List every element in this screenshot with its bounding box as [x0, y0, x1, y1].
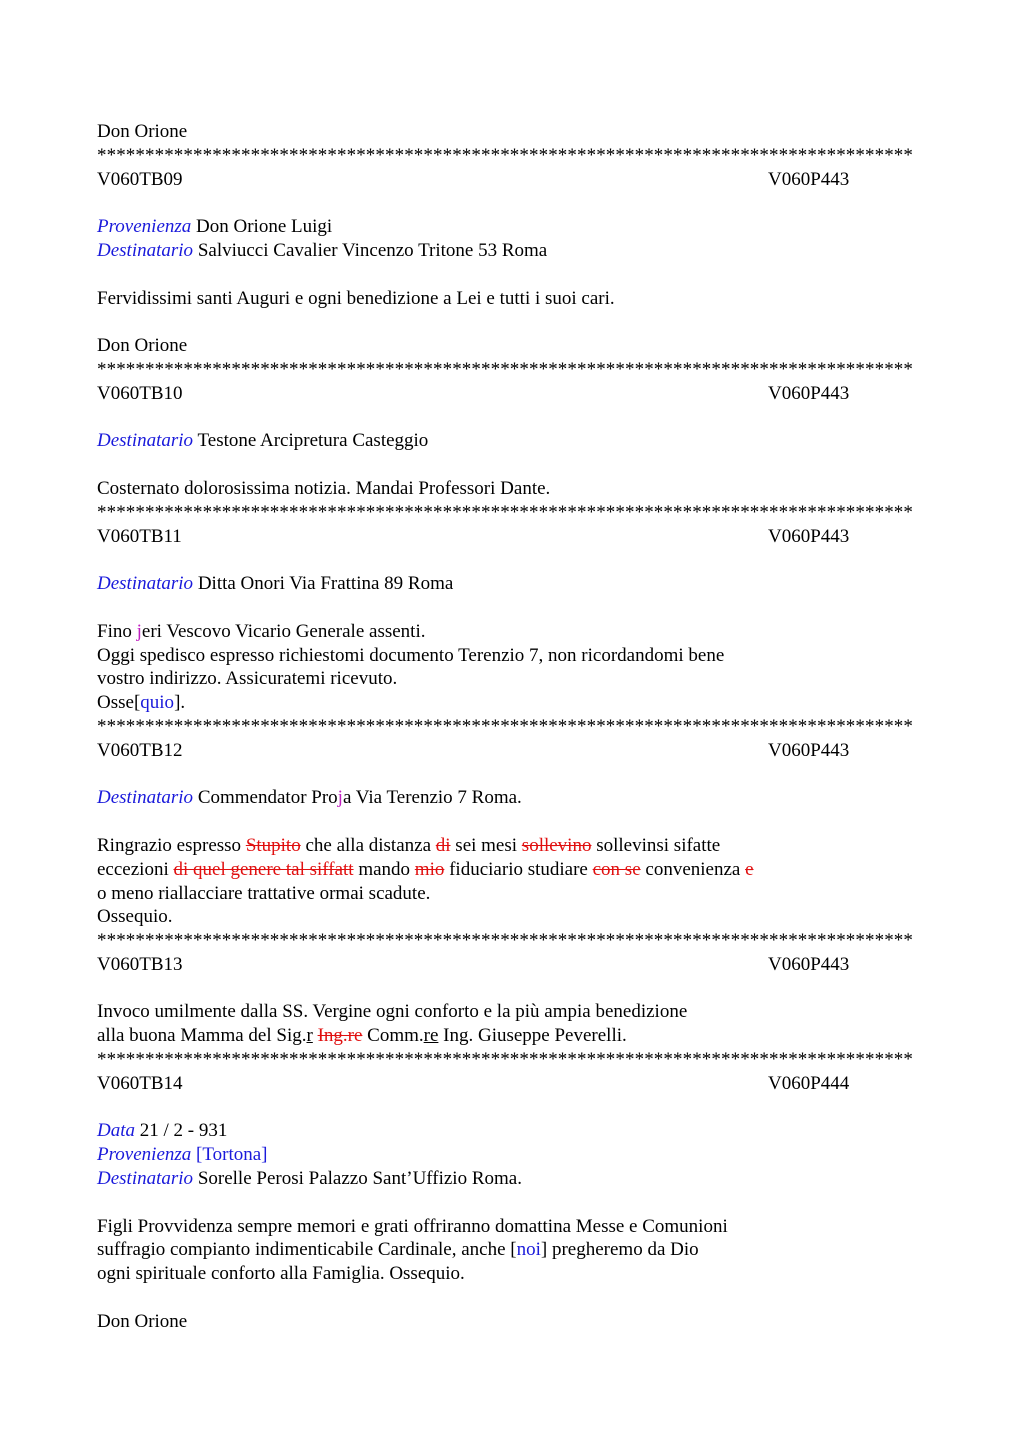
underlined-text: r: [306, 1025, 313, 1047]
letter-id: V060TB12: [97, 739, 183, 761]
text-segment: Ringrazio espresso: [97, 834, 246, 856]
letter-body: [97, 834, 927, 858]
text-segment: sollevinsi sifatte: [591, 834, 721, 856]
text-segment: alla buona Mamma del Sig.: [97, 1025, 307, 1047]
deleted-text: di: [435, 834, 451, 856]
letter-body: ogni spirituale conforto alla Famiglia. Ossequio.: [97, 1263, 465, 1285]
letter-body: Costernato dolorosissima notizia. Mandai Professori Dante.: [97, 477, 551, 499]
text-segment: convenienza: [640, 858, 746, 880]
provenienza-label: Provenienza: [97, 1144, 192, 1166]
text-segment: eccezioni: [97, 858, 174, 880]
provenienza-value: Don Orione Luigi: [196, 216, 333, 238]
letter-header: [97, 739, 927, 763]
destinatario-line: [97, 1167, 927, 1191]
text-segment: Osse[: [97, 692, 141, 714]
destinatario-value: Testone Arcipretura Casteggio: [197, 430, 429, 452]
letter-id: V060TB11: [97, 525, 182, 547]
letter-body: Ossequio.: [97, 906, 173, 928]
separator: *************************************************************************************: [97, 715, 913, 737]
deleted-text: sollevino: [521, 834, 592, 856]
text-segment: fiduciario studiare: [444, 858, 593, 880]
text-segment: Commendator Pro: [197, 787, 338, 809]
letter-id: V060TB09: [97, 168, 183, 190]
destinatario-value: Ditta Onori Via Frattina 89 Roma: [197, 573, 454, 595]
deleted-text: mio: [414, 858, 445, 880]
separator: *************************************************************************************: [97, 930, 913, 952]
page-ref: V060P443: [768, 382, 850, 404]
letter-id: V060TB10: [97, 382, 183, 404]
destinatario-line: [97, 429, 927, 453]
deleted-text: Stupito: [245, 834, 301, 856]
text-segment: sei mesi: [450, 834, 522, 856]
document-page: [97, 120, 927, 1334]
text-segment: eri Vescovo Vicario Generale assenti.: [141, 620, 426, 642]
letter-body: [97, 858, 927, 882]
deleted-text: Ing.re: [317, 1025, 363, 1047]
underlined-text: re: [423, 1025, 439, 1047]
provenienza-label: Provenienza: [97, 216, 192, 238]
text-segment: Ing. Giuseppe Peverelli.: [438, 1025, 627, 1047]
provenienza-line: [97, 1143, 927, 1167]
letter-header: [97, 168, 927, 192]
text-segment: che alla distanza: [300, 834, 436, 856]
letter-header: [97, 1072, 927, 1096]
letter-body: vostro indirizzo. Assicuratemi ricevuto.: [97, 668, 398, 690]
destinatario-line: [97, 786, 927, 810]
separator: *************************************************************************************: [97, 358, 913, 380]
letter-header: [97, 953, 927, 977]
editorial-insertion: quio: [140, 692, 175, 714]
correction-mark: j: [337, 787, 343, 809]
text-segment: suffragio compianto indimenticabile Cardinale, anche [: [97, 1239, 517, 1261]
page-ref: V060P444: [768, 1072, 850, 1094]
deleted-text: di quel genere tal siffatt: [173, 858, 354, 880]
text-segment: ] pregheremo da Dio: [540, 1239, 699, 1261]
signature: Don Orione: [97, 121, 188, 142]
text-segment: Comm.: [362, 1025, 424, 1047]
letter-header: [97, 525, 927, 549]
signature: Don Orione: [97, 1310, 188, 1332]
letter-id: V060TB13: [97, 953, 183, 975]
destinatario-label: Destinatario: [97, 239, 194, 261]
letter-id: V060TB14: [97, 1072, 183, 1094]
destinatario-label: Destinatario: [97, 430, 194, 452]
destinatario-label: Destinatario: [97, 1168, 194, 1190]
data-line: [97, 1119, 927, 1143]
page-ref: V060P443: [768, 525, 850, 547]
text-segment: ].: [174, 692, 186, 714]
text-segment: mando: [353, 858, 415, 880]
correction-mark: j: [136, 620, 142, 642]
page-ref: V060P443: [768, 168, 850, 190]
letter-body: [97, 691, 927, 715]
letter-body: [97, 620, 927, 644]
data-value: 21 / 2 - 931: [139, 1120, 228, 1142]
text-segment: Fino: [97, 620, 137, 642]
letter-body: Invoco umilmente dalla SS. Vergine ogni conforto e la più ampia benedizione: [97, 1001, 688, 1023]
letter-body: [97, 1024, 927, 1048]
destinatario-value: Salviucci Cavalier Vincenzo Tritone 53 Roma: [197, 239, 548, 261]
editorial-insertion: noi: [516, 1239, 541, 1261]
page-ref: V060P443: [768, 739, 850, 761]
destinatario-line: [97, 572, 927, 596]
separator: *************************************************************************************: [97, 501, 913, 523]
provenienza-line: [97, 215, 927, 239]
separator: *************************************************************************************: [97, 144, 913, 166]
separator: *************************************************************************************: [97, 1049, 913, 1071]
destinatario-label: Destinatario: [97, 573, 194, 595]
deleted-text: e: [745, 858, 754, 880]
letter-body: Oggi spedisco espresso richiestomi documento Terenzio 7, non ricordandomi bene: [97, 644, 725, 666]
destinatario-label: Destinatario: [97, 787, 194, 809]
signature: Don Orione: [97, 335, 188, 357]
destinatario-line: [97, 239, 927, 263]
destinatario-value: Sorelle Perosi Palazzo Sant’Uffizio Roma.: [197, 1168, 522, 1190]
letter-body: o meno riallacciare trattative ormai scadute.: [97, 882, 431, 904]
text-segment: a Via Terenzio 7 Roma.: [342, 787, 522, 809]
data-label: Data: [97, 1120, 135, 1142]
letter-body: [97, 1238, 927, 1262]
page-ref: V060P443: [768, 953, 850, 975]
provenienza-value: [Tortona]: [196, 1144, 268, 1166]
letter-body: Fervidissimi santi Auguri e ogni benedizione a Lei e tutti i suoi cari.: [97, 287, 615, 309]
letter-header: [97, 382, 927, 406]
letter-body: Figli Provvidenza sempre memori e grati offriranno domattina Messe e Comunioni: [97, 1215, 728, 1237]
deleted-text: con se: [592, 858, 641, 880]
